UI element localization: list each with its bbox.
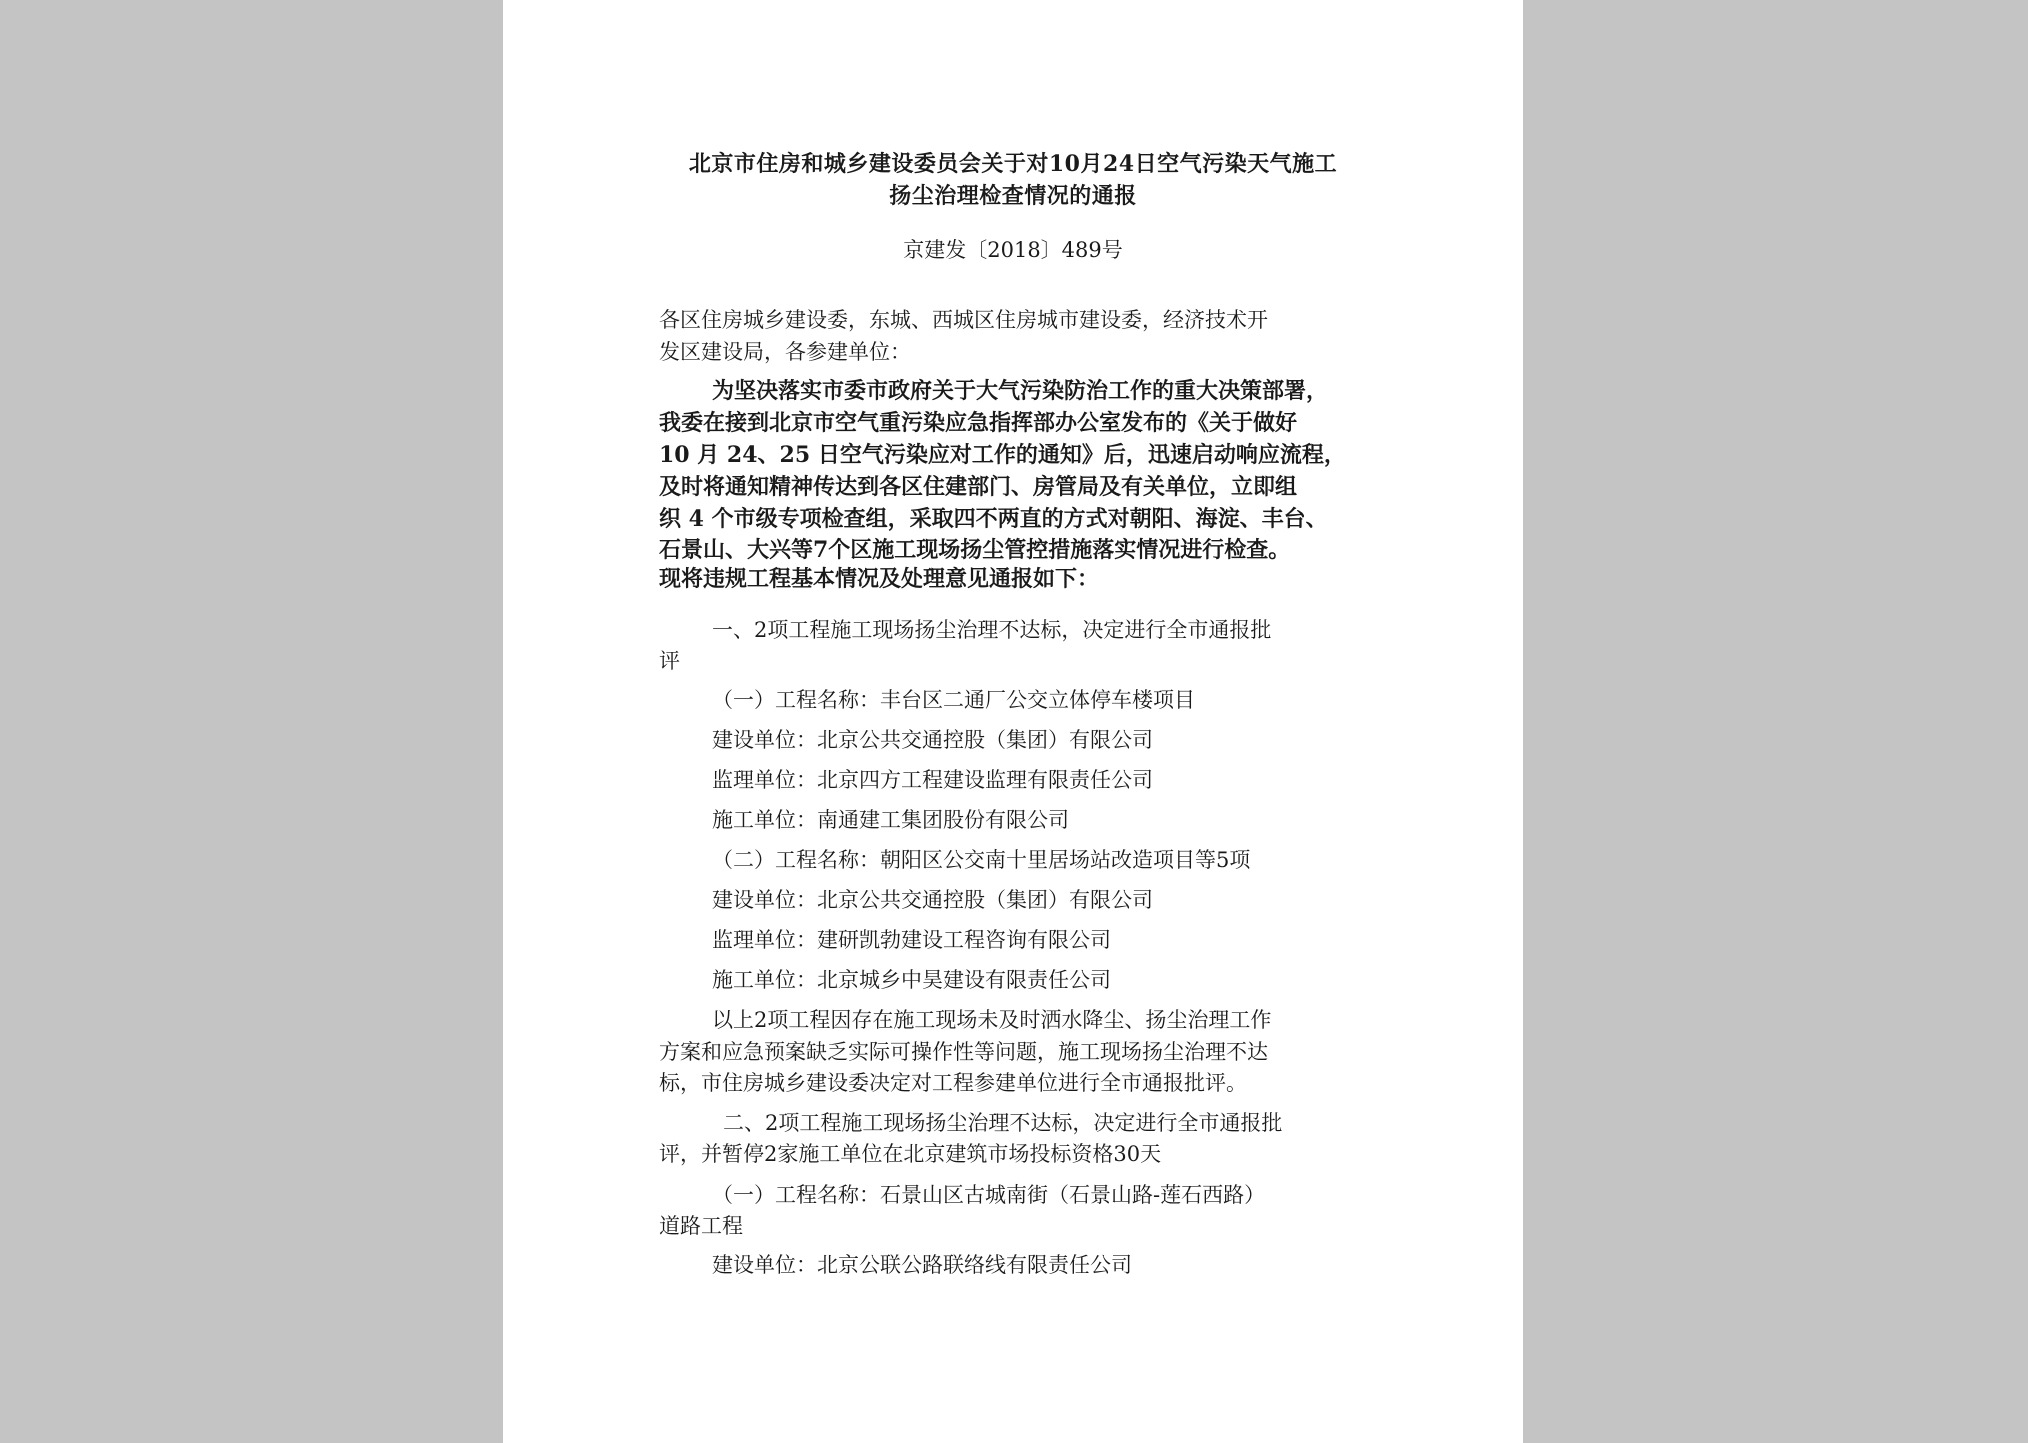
s1-item2-supervisor: 监理单位：建研凯勃建设工程咨询有限公司: [712, 928, 1111, 952]
intro-line-5: 织 4 个市级专项检查组，采取四不两直的方式对朝阳、海淀、丰台、: [659, 506, 1328, 532]
s1-item1-supervisor: 监理单位：北京四方工程建设监理有限责任公司: [712, 768, 1153, 792]
addressee-line-1: 各区住房城乡建设委，东城、西城区住房城市建设委，经济技术开: [659, 308, 1268, 332]
s2-item1-project-name-line-2: 道路工程: [659, 1214, 743, 1238]
section-2-heading-line-1: 二、2项工程施工现场扬尘治理不达标，决定进行全市通报批: [723, 1111, 1283, 1135]
s2-item1-builder: 建设单位：北京公联公路联络线有限责任公司: [712, 1253, 1132, 1277]
intro-line-1: 为坚决落实市委市政府关于大气污染防治工作的重大决策部署，: [712, 378, 1329, 404]
intro-line-4: 及时将通知精神传达到各区住建部门、房管局及有关单位，立即组: [659, 474, 1298, 500]
s1-summary-line-1: 以上2项工程因存在施工现场未及时洒水降尘、扬尘治理工作: [712, 1008, 1272, 1032]
intro-line-2: 我委在接到北京市空气重污染应急指挥部办公室发布的《关于做好: [659, 410, 1298, 436]
s1-item2-contractor: 施工单位：北京城乡中昊建设有限责任公司: [712, 968, 1111, 992]
section-1-heading-line-2: 评: [659, 649, 680, 673]
title-line-1: 北京市住房和城乡建设委员会关于对10月24日空气污染天气施工: [688, 151, 1338, 177]
addressee-line-2: 发区建设局，各参建单位：: [659, 340, 911, 364]
document-title: [503, 148, 1523, 212]
section-2-heading-line-2: 评，并暂停2家施工单位在北京建筑市场投标资格30天: [659, 1142, 1162, 1166]
document-number: 京建发〔2018〕489号: [903, 238, 1123, 262]
document-page: [503, 0, 1523, 1443]
title-line-2: 扬尘治理检查情况的通报: [889, 183, 1137, 209]
s1-item1-builder: 建设单位：北京公共交通控股（集团）有限公司: [712, 728, 1153, 752]
s1-summary-line-3: 标，市住房城乡建设委决定对工程参建单位进行全市通报批评。: [659, 1071, 1247, 1095]
s1-item1-contractor: 施工单位：南通建工集团股份有限公司: [712, 808, 1069, 832]
s1-item2-project-name: （二）工程名称：朝阳区公交南十里居场站改造项目等5项: [712, 848, 1251, 872]
s1-item2-builder: 建设单位：北京公共交通控股（集团）有限公司: [712, 888, 1153, 912]
intro-line-7: 现将违规工程基本情况及处理意见通报如下：: [659, 566, 1100, 592]
s1-summary-line-2: 方案和应急预案缺乏实际可操作性等问题，施工现场扬尘治理不达: [659, 1040, 1268, 1064]
s2-item1-project-name-line-1: （一）工程名称：石景山区古城南街（石景山路-莲石西路）: [712, 1183, 1266, 1207]
section-1-heading-line-1: 一、2项工程施工现场扬尘治理不达标，决定进行全市通报批: [712, 618, 1272, 642]
intro-line-6: 石景山、大兴等7个区施工现场扬尘管控措施落实情况进行检查。: [659, 537, 1291, 563]
intro-line-3: 10 月 24、25 日空气污染应对工作的通知》后，迅速启动响应流程，: [659, 442, 1346, 468]
s1-item1-project-name: （一）工程名称：丰台区二通厂公交立体停车楼项目: [712, 688, 1195, 712]
